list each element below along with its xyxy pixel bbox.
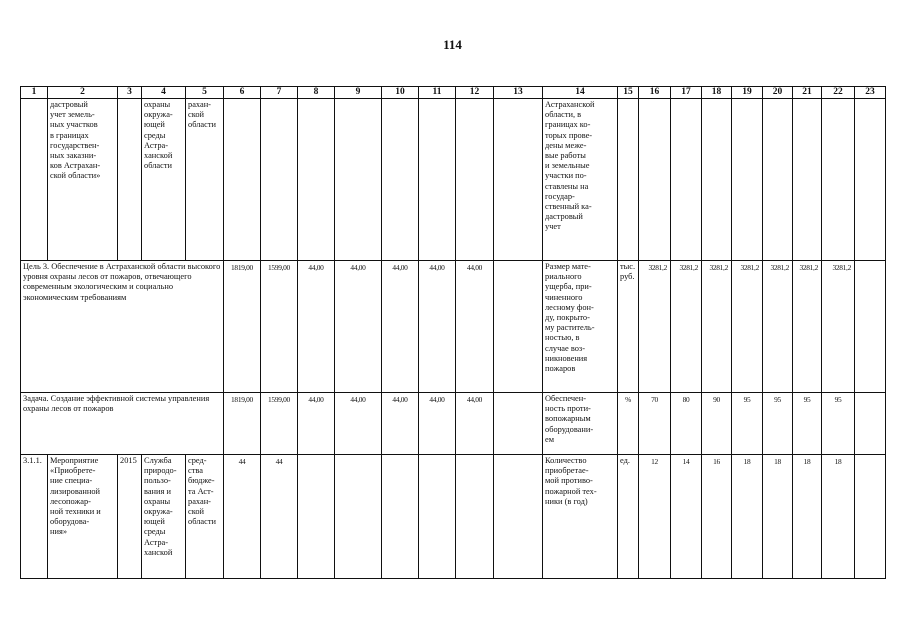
cell-indicator: Астраханской области, в границах ко- торых прове- дены меже- вые работы и земельные участки по- ставлены на государ- ственный ка- дастровый учет: [543, 99, 618, 261]
cell: [298, 455, 335, 579]
cell: [494, 455, 543, 579]
col-header: 4: [142, 87, 186, 99]
cell-name: дастровый учет земель- ных участков в границах государствен- ных заказни- ков Астрахан- ской области»: [48, 99, 118, 261]
table-row: [21, 455, 886, 579]
cell-value: 44,00: [419, 393, 456, 455]
cell-value: 44,00: [298, 393, 335, 455]
cell-value: 44,00: [382, 261, 419, 393]
cell-year: 2015: [118, 455, 142, 579]
col-header: 16: [639, 87, 671, 99]
cell-value: 44,00: [456, 261, 494, 393]
cell: [419, 99, 456, 261]
cell-value: 44,00: [298, 261, 335, 393]
cell-executor: охраны окружа- ющей среды Астра- ханской области: [142, 99, 186, 261]
cell-value: 44,00: [335, 393, 382, 455]
cell-executor: Служба природо- пользо- вания и охраны окружа- ющей среды Астра- ханской: [142, 455, 186, 579]
cell-unit: ед.: [618, 455, 639, 579]
cell-value: 95: [763, 393, 793, 455]
cell-value: 44: [261, 455, 298, 579]
cell-funding-source: сред- ства бюдже- та Аст- рахан- ской области: [186, 455, 224, 579]
cell-value: 1599,00: [261, 393, 298, 455]
cell: [639, 99, 671, 261]
cell-value: 70: [639, 393, 671, 455]
cell-value: 12: [639, 455, 671, 579]
col-header: 11: [419, 87, 456, 99]
cell: [224, 99, 261, 261]
cell-value: 16: [702, 455, 732, 579]
cell-indicator: Размер мате- риального ущерба, при- чиненного лесному фон- ду, покрыто- му раститель- ностью, в случае воз- никновения пожаров: [543, 261, 618, 393]
cell: [261, 99, 298, 261]
cell-indicator: Обеспечен- ность проти- вопожарным оборудовани- ем: [543, 393, 618, 455]
cell: [671, 99, 702, 261]
cell-value: 18: [793, 455, 822, 579]
cell-value: 44: [224, 455, 261, 579]
goal-text: Цель 3. Обеспечение в Астраханской области высокого уровня охраны лесов от пожаров, отвечающего современным экологическим и социально экономическим требованиям: [21, 261, 224, 393]
col-header: 19: [732, 87, 763, 99]
table-row: [21, 99, 886, 261]
col-header: 21: [793, 87, 822, 99]
col-header: 9: [335, 87, 382, 99]
col-header: 8: [298, 87, 335, 99]
cell-value: 1599,00: [261, 261, 298, 393]
cell: [382, 455, 419, 579]
cell: [494, 261, 543, 393]
cell: [855, 393, 886, 455]
cell: [732, 99, 763, 261]
cell: [494, 99, 543, 261]
cell-funding-source: рахан- ской области: [186, 99, 224, 261]
program-table: [20, 86, 886, 579]
cell-value: 90: [702, 393, 732, 455]
cell-unit: %: [618, 393, 639, 455]
col-header: 3: [118, 87, 142, 99]
page-number: 114: [443, 37, 462, 52]
cell-year: [118, 99, 142, 261]
col-header: 18: [702, 87, 732, 99]
cell-value: 44,00: [456, 393, 494, 455]
cell: [298, 99, 335, 261]
cell-value: 3281,2: [671, 261, 702, 393]
col-header: 22: [822, 87, 855, 99]
cell-value: 1819,00: [224, 393, 261, 455]
cell: [335, 455, 382, 579]
col-header: 10: [382, 87, 419, 99]
col-header: 5: [186, 87, 224, 99]
cell-number: [21, 99, 48, 261]
cell-value: 1819,00: [224, 261, 261, 393]
cell-name: Мероприятие «Приобрете- ние специа- лизированной лесопожар- ной техники и оборудова- ния»: [48, 455, 118, 579]
col-header: 6: [224, 87, 261, 99]
col-header: 15: [618, 87, 639, 99]
cell: [702, 99, 732, 261]
cell-unit: тыс. руб.: [618, 261, 639, 393]
cell: [618, 99, 639, 261]
cell-value: 3281,2: [822, 261, 855, 393]
cell-value: 44,00: [382, 393, 419, 455]
cell: [855, 99, 886, 261]
cell-value: 18: [763, 455, 793, 579]
cell-value: 95: [822, 393, 855, 455]
cell: [793, 99, 822, 261]
task-text: Задача. Создание эффективной системы управления охраны лесов от пожаров: [21, 393, 224, 455]
cell-value: 3281,2: [732, 261, 763, 393]
col-header: 23: [855, 87, 886, 99]
table-row: [21, 261, 886, 393]
cell-value: 3281,2: [702, 261, 732, 393]
cell: [456, 99, 494, 261]
cell: [382, 99, 419, 261]
cell-value: 3281,2: [639, 261, 671, 393]
col-header: 2: [48, 87, 118, 99]
cell-value: 14: [671, 455, 702, 579]
cell: [822, 99, 855, 261]
cell: [763, 99, 793, 261]
cell-value: 44,00: [419, 261, 456, 393]
col-header: 7: [261, 87, 298, 99]
col-header: 1: [21, 87, 48, 99]
cell-value: 18: [822, 455, 855, 579]
col-header: 17: [671, 87, 702, 99]
cell-value: 18: [732, 455, 763, 579]
cell: [494, 393, 543, 455]
col-header: 20: [763, 87, 793, 99]
cell-indicator: Количество приобретае- мой противо- пожарной тех- ники (в год): [543, 455, 618, 579]
cell-value: 80: [671, 393, 702, 455]
col-header: 12: [456, 87, 494, 99]
cell-number: 3.1.1.: [21, 455, 48, 579]
cell: [456, 455, 494, 579]
cell-value: 3281,2: [793, 261, 822, 393]
cell: [419, 455, 456, 579]
col-header: 13: [494, 87, 543, 99]
cell-value: 44,00: [335, 261, 382, 393]
cell-value: 95: [732, 393, 763, 455]
col-header: 14: [543, 87, 618, 99]
cell: [855, 455, 886, 579]
header-row: [21, 87, 886, 99]
cell-value: 3281,2: [763, 261, 793, 393]
table-row: [21, 393, 886, 455]
cell-value: 95: [793, 393, 822, 455]
cell: [855, 261, 886, 393]
cell: [335, 99, 382, 261]
